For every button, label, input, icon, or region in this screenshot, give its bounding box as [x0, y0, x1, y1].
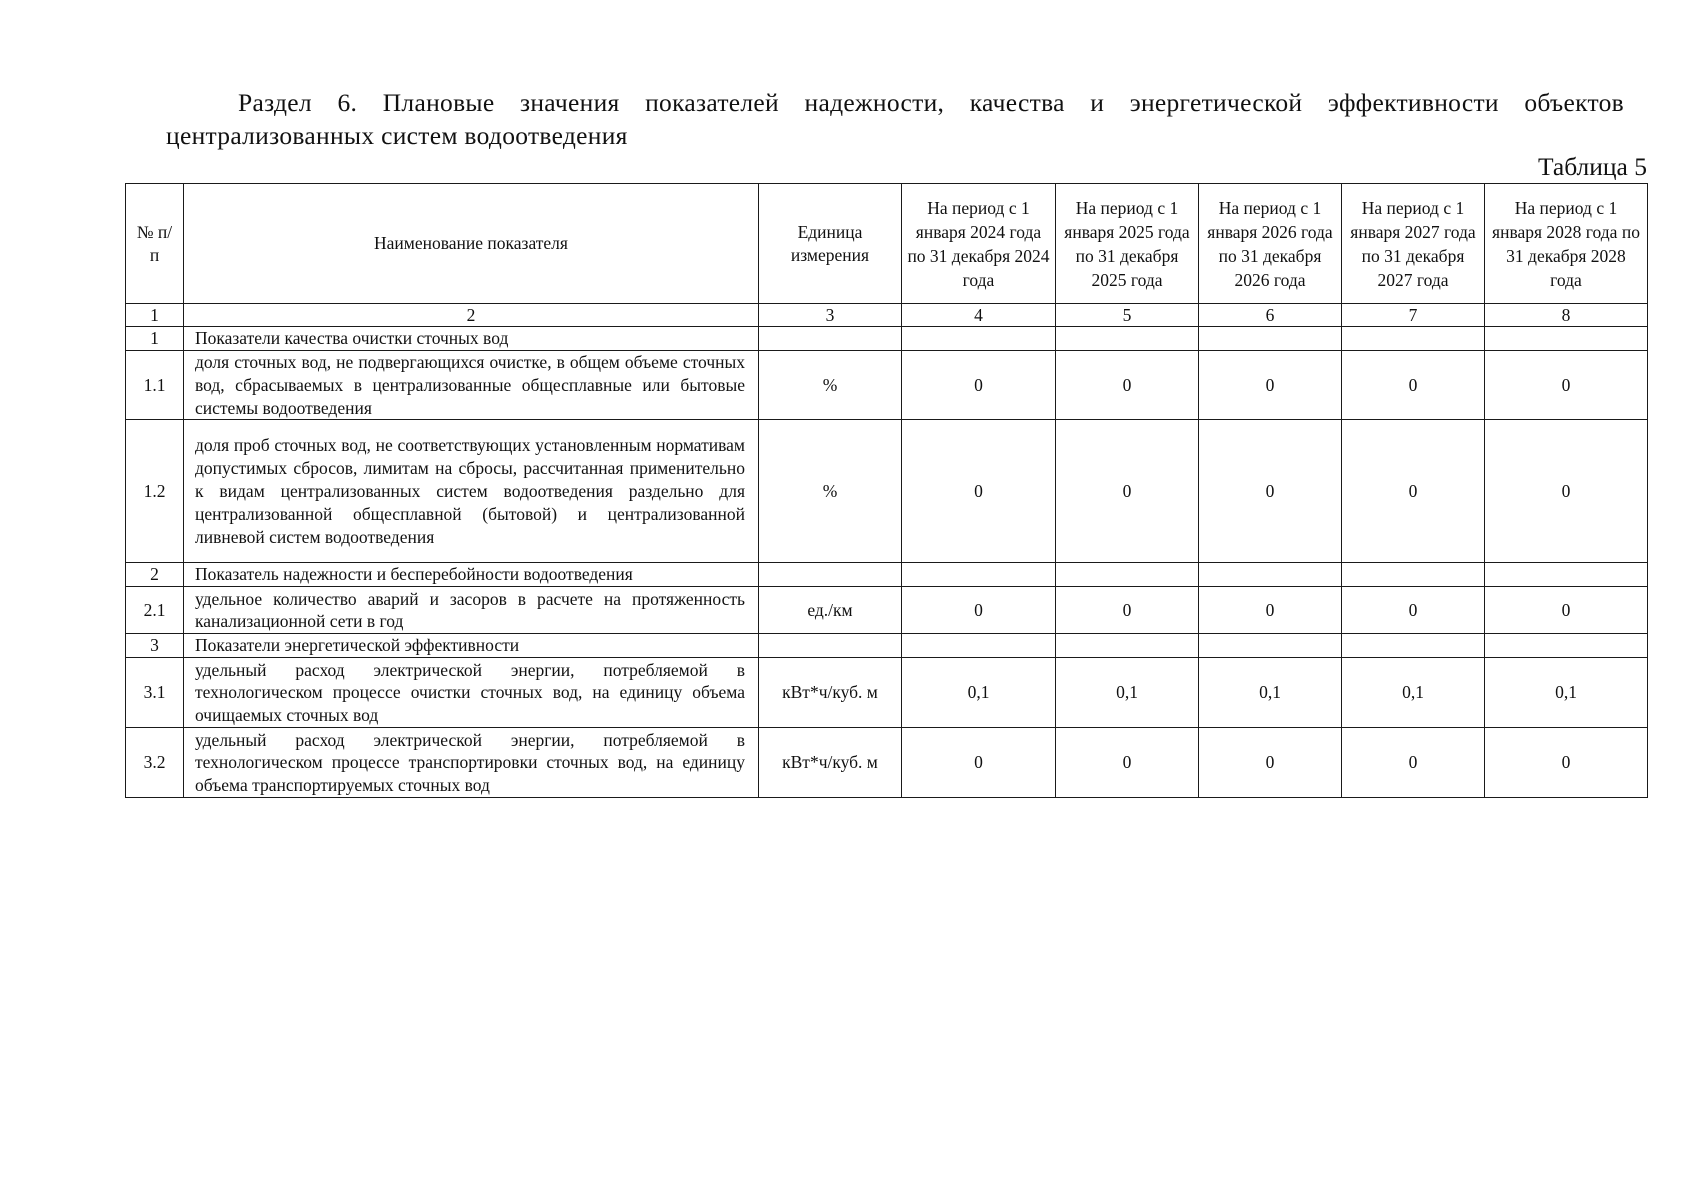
value-cell: 0	[1342, 420, 1485, 563]
row-num: 3.2	[126, 728, 184, 798]
value-cell: 0,1	[1485, 658, 1648, 728]
value-cell: 0	[1199, 587, 1342, 634]
section-heading-line-2: централизованных систем водоотведения	[166, 121, 628, 150]
table-row	[126, 587, 1648, 634]
section-heading	[166, 86, 1624, 152]
header-period-2027: На период с 1 января 2027 года по 31 декабря 2027 года	[1342, 184, 1485, 304]
unit-cell: ед./км	[759, 587, 902, 634]
empty-cell	[759, 563, 902, 587]
header-period-2025: На период с 1 января 2025 года по 31 декабря 2025 года	[1056, 184, 1199, 304]
indicator-name: доля проб сточных вод, не соответствующих установленным нормативам допустимых сбросов, лимитам на сбросы, рассчитанная применительно к видам централизованных систем водоотведения раздельно для централизованной общесплавной (бытовой) и централизованной ливневой систем водоотведения	[184, 420, 759, 563]
column-number: 8	[1485, 304, 1648, 327]
table-caption: Таблица 5	[1537, 152, 1647, 181]
row-num: 2.1	[126, 587, 184, 634]
column-number-row	[126, 304, 1648, 327]
value-cell: 0	[902, 420, 1056, 563]
indicator-name: удельное количество аварий и засоров в расчете на протяженность канализационной сети в год	[184, 587, 759, 634]
column-number: 2	[184, 304, 759, 327]
section-title: Показатели качества очистки сточных вод	[184, 327, 759, 351]
column-number: 3	[759, 304, 902, 327]
section-row	[126, 563, 1648, 587]
empty-cell	[1199, 563, 1342, 587]
header-period-2024: На период с 1 января 2024 года по 31 декабря 2024 года	[902, 184, 1056, 304]
value-cell: 0	[1485, 351, 1648, 420]
empty-cell	[1485, 563, 1648, 587]
empty-cell	[1199, 327, 1342, 351]
value-cell: 0	[1056, 420, 1199, 563]
empty-cell	[902, 563, 1056, 587]
value-cell: 0	[902, 728, 1056, 798]
row-num: 1.1	[126, 351, 184, 420]
value-cell: 0,1	[1199, 658, 1342, 728]
header-unit: Единица измерения	[759, 184, 902, 304]
empty-cell	[1342, 327, 1485, 351]
unit-cell: %	[759, 420, 902, 563]
section-title: Показатель надежности и бесперебойности водоотведения	[184, 563, 759, 587]
header-name: Наименование показателя	[184, 184, 759, 304]
value-cell: 0	[1342, 587, 1485, 634]
column-number: 1	[126, 304, 184, 327]
table-row	[126, 420, 1648, 563]
header-num: № п/п	[126, 184, 184, 304]
indicator-name: удельный расход электрической энергии, потребляемой в технологическом процессе очистки сточных вод, на единицу объема очищаемых сточных вод	[184, 658, 759, 728]
unit-cell: %	[759, 351, 902, 420]
column-number: 7	[1342, 304, 1485, 327]
indicator-name: доля сточных вод, не подвергающихся очистке, в общем объеме сточных вод, сбрасываемых в централизованные общесплавные или бытовые системы водоотведения	[184, 351, 759, 420]
empty-cell	[1485, 634, 1648, 658]
unit-cell: кВт*ч/куб. м	[759, 658, 902, 728]
empty-cell	[1056, 563, 1199, 587]
value-cell: 0	[902, 351, 1056, 420]
empty-cell	[1056, 327, 1199, 351]
row-num: 3.1	[126, 658, 184, 728]
section-row	[126, 327, 1648, 351]
value-cell: 0	[1485, 420, 1648, 563]
value-cell: 0,1	[1056, 658, 1199, 728]
table-row	[126, 351, 1648, 420]
empty-cell	[1199, 634, 1342, 658]
empty-cell	[759, 634, 902, 658]
value-cell: 0	[902, 587, 1056, 634]
unit-cell: кВт*ч/куб. м	[759, 728, 902, 798]
indicator-name: удельный расход электрической энергии, потребляемой в технологическом процессе транспортировки сточных вод, на единицу объема транспортируемых сточных вод	[184, 728, 759, 798]
section-row	[126, 634, 1648, 658]
value-cell: 0	[1342, 728, 1485, 798]
empty-cell	[1342, 563, 1485, 587]
indicators-table	[125, 183, 1648, 798]
section-num: 3	[126, 634, 184, 658]
header-period-2028: На период с 1 января 2028 года по 31 декабря 2028 года	[1485, 184, 1648, 304]
table-row	[126, 728, 1648, 798]
value-cell: 0	[1056, 351, 1199, 420]
row-num: 1.2	[126, 420, 184, 563]
empty-cell	[902, 327, 1056, 351]
table-row	[126, 658, 1648, 728]
column-number: 5	[1056, 304, 1199, 327]
empty-cell	[1056, 634, 1199, 658]
header-period-2026: На период с 1 января 2026 года по 31 декабря 2026 года	[1199, 184, 1342, 304]
value-cell: 0,1	[1342, 658, 1485, 728]
value-cell: 0	[1056, 587, 1199, 634]
table-header-row	[126, 184, 1648, 304]
column-number: 4	[902, 304, 1056, 327]
section-num: 2	[126, 563, 184, 587]
value-cell: 0	[1199, 728, 1342, 798]
empty-cell	[902, 634, 1056, 658]
value-cell: 0	[1199, 420, 1342, 563]
value-cell: 0	[1199, 351, 1342, 420]
value-cell: 0	[1485, 587, 1648, 634]
column-number: 6	[1199, 304, 1342, 327]
section-heading-line-1: Раздел 6. Плановые значения показателей надежности, качества и энергетической эффективности объектов	[238, 88, 1624, 117]
value-cell: 0	[1056, 728, 1199, 798]
empty-cell	[1342, 634, 1485, 658]
empty-cell	[759, 327, 902, 351]
value-cell: 0	[1485, 728, 1648, 798]
section-title: Показатели энергетической эффективности	[184, 634, 759, 658]
empty-cell	[1485, 327, 1648, 351]
value-cell: 0	[1342, 351, 1485, 420]
section-num: 1	[126, 327, 184, 351]
value-cell: 0,1	[902, 658, 1056, 728]
